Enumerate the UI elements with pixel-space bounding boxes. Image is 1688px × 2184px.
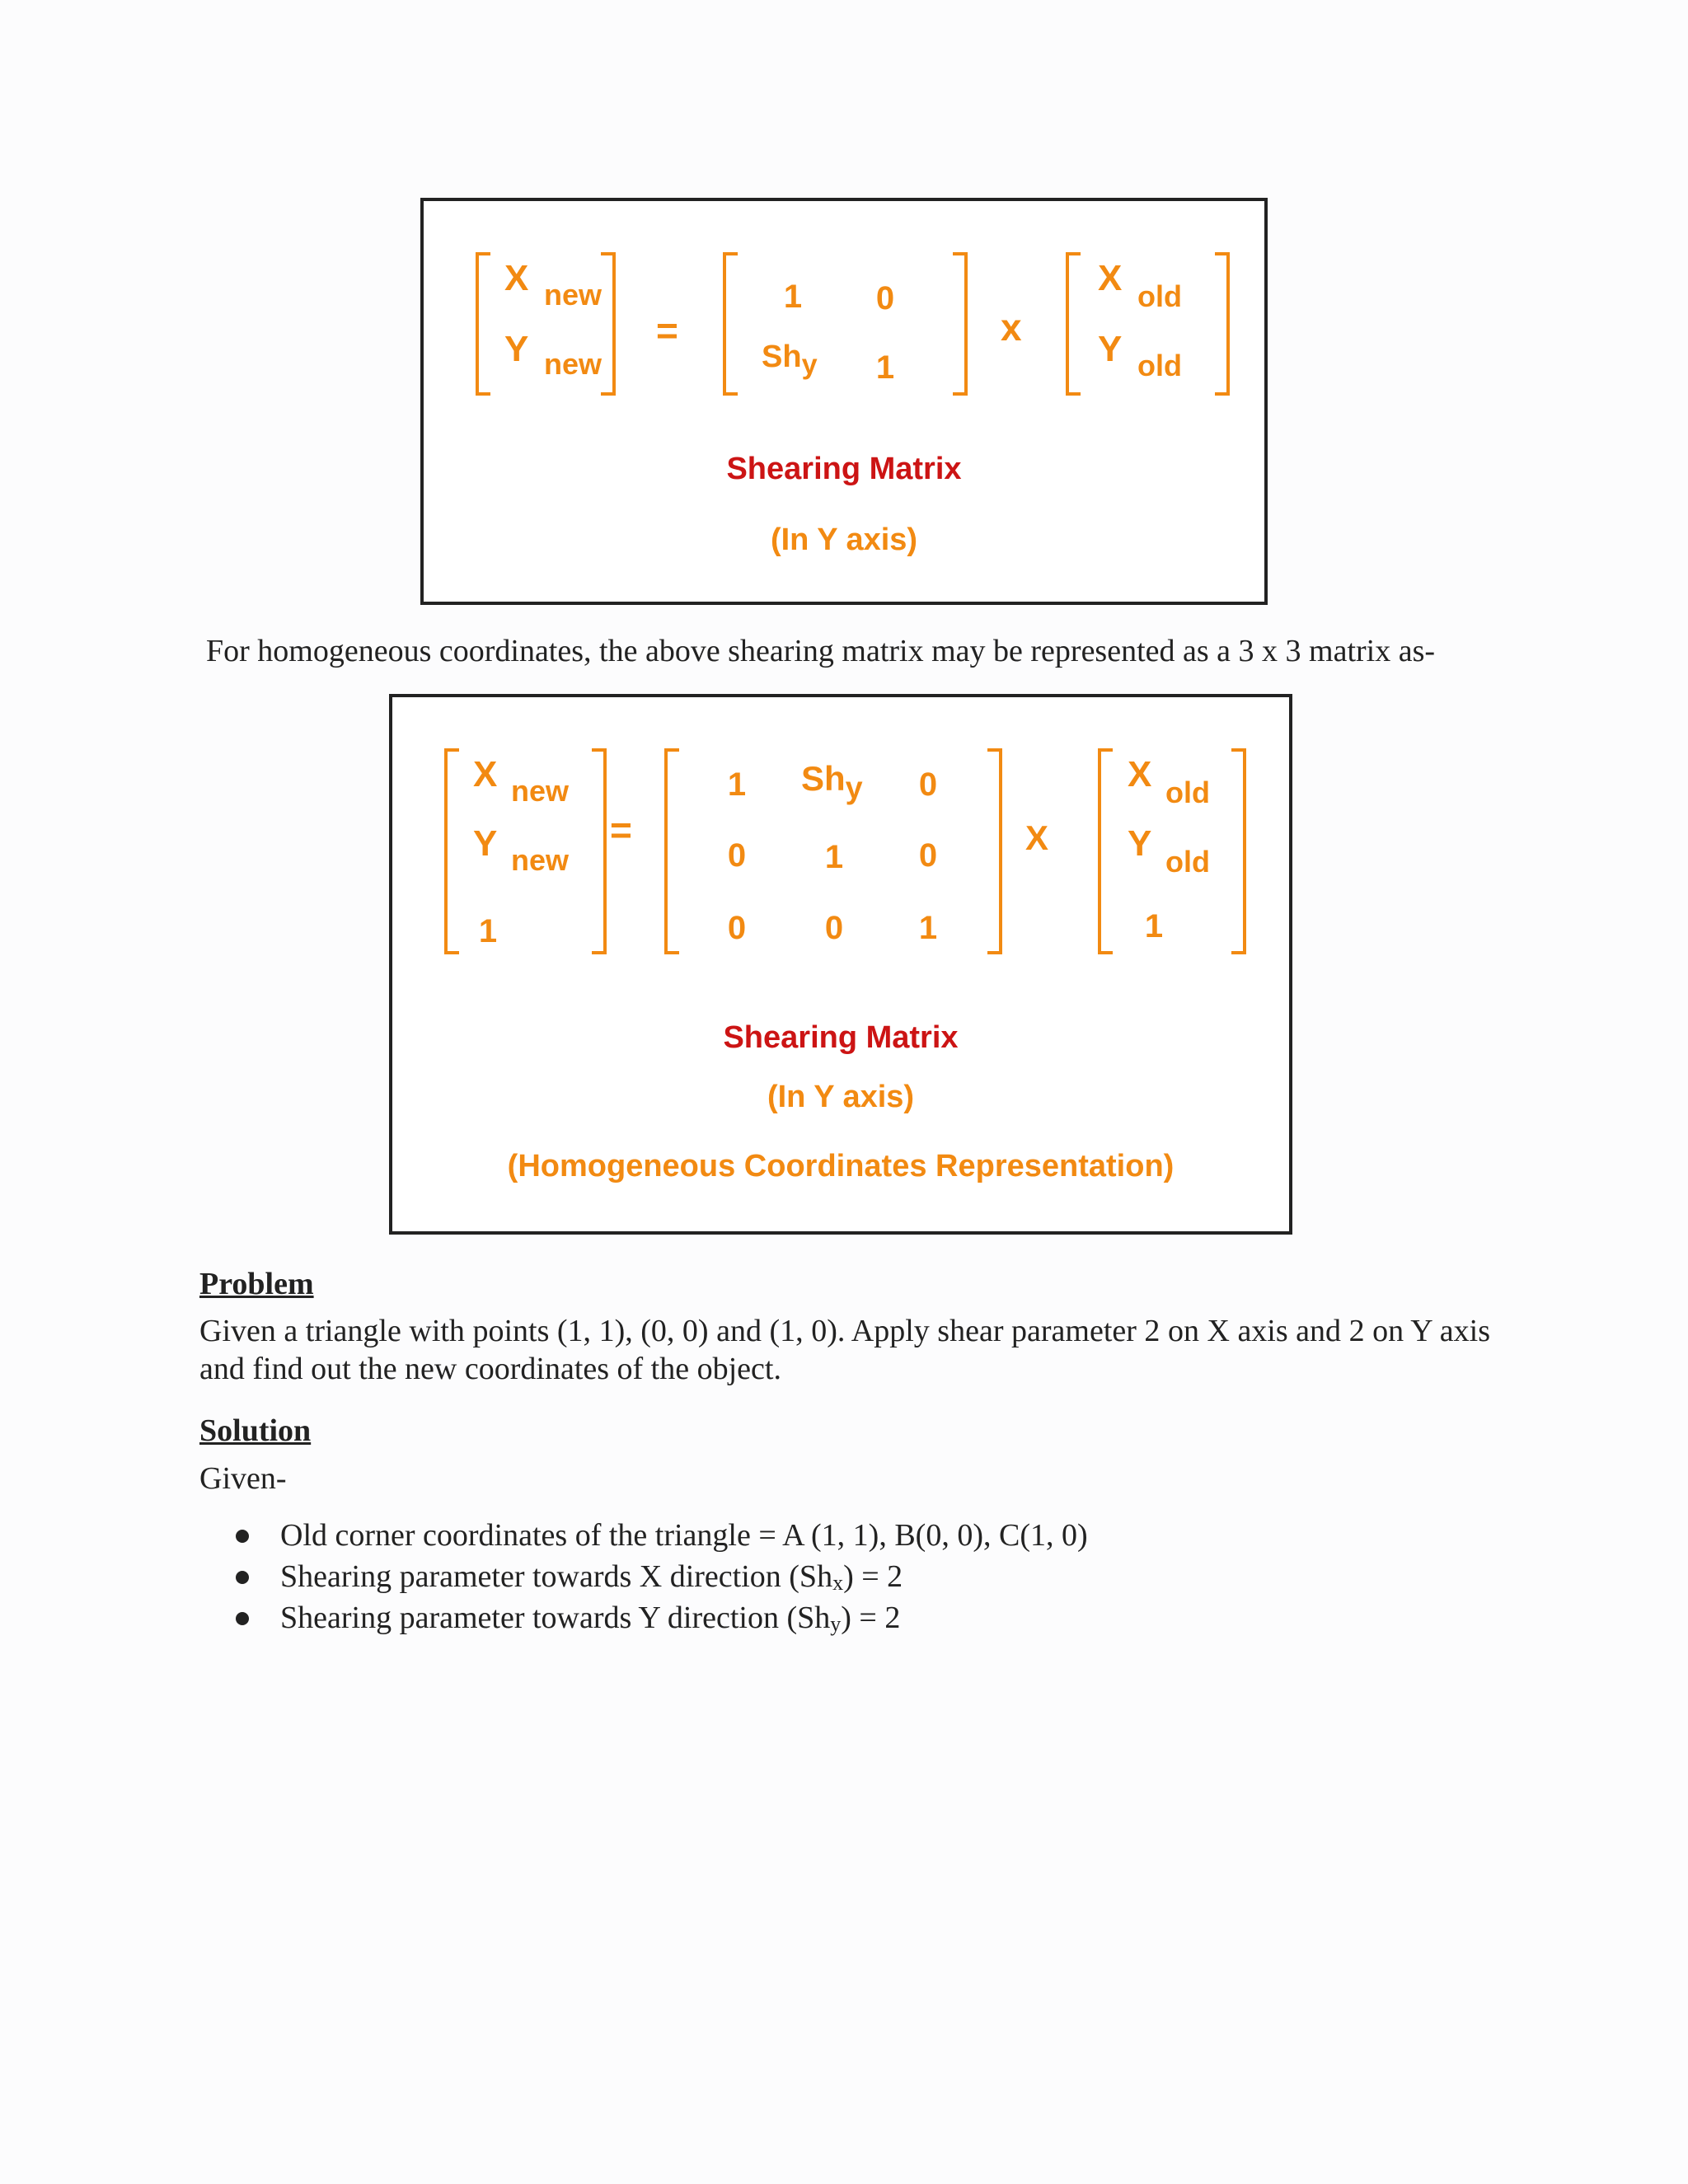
given-list bbox=[198, 1515, 1088, 1638]
shear-x-value: ) = 2 bbox=[843, 1559, 903, 1594]
bracket-right bbox=[953, 252, 968, 396]
homogeneous-one: 1 bbox=[478, 913, 498, 949]
bracket-left bbox=[723, 252, 738, 396]
shear-symbol: Sh bbox=[801, 759, 846, 798]
x-new-subscript: new bbox=[544, 278, 603, 312]
y-old-subscript: old bbox=[1137, 349, 1182, 382]
shear-y-parameter bbox=[762, 341, 818, 379]
bracket-left bbox=[444, 748, 459, 954]
figure-caption-representation: (Homogeneous Coordinates Representation) bbox=[507, 1149, 1175, 1183]
y-new-symbol: Y bbox=[473, 823, 498, 864]
x-old-subscript: old bbox=[1165, 776, 1210, 809]
figure-caption-axis: (In Y axis) bbox=[770, 523, 918, 557]
given-label: Given- bbox=[199, 1461, 287, 1496]
shearing-matrix-figure-2x2 bbox=[420, 198, 1268, 605]
problem-paragraph: Given a triangle with points (1, 1), (0, 0) and (1, 0). Apply shear parameter 2 on X axis and 2 on Y axis and find out the new coordinates of the object. bbox=[199, 1314, 1490, 1387]
shear-y-text: Shearing parameter towards Y direction (Sh bbox=[280, 1601, 831, 1635]
y-old-subscript: old bbox=[1165, 845, 1210, 879]
matrix-cell: 0 bbox=[727, 837, 747, 874]
matrix-cell: 1 bbox=[727, 766, 747, 803]
matrix-cell: 0 bbox=[875, 280, 895, 316]
bullet-icon bbox=[236, 1612, 249, 1625]
bracket-right bbox=[987, 748, 1002, 954]
x-new-symbol: X bbox=[504, 258, 529, 298]
figure-caption-title: Shearing Matrix bbox=[726, 452, 962, 486]
x-old-symbol: X bbox=[1098, 258, 1123, 298]
solution-heading: Solution bbox=[199, 1413, 312, 1448]
bracket-right bbox=[592, 748, 607, 954]
matrix-cell: 0 bbox=[824, 910, 844, 946]
homogeneous-one: 1 bbox=[1144, 908, 1164, 944]
matrix-cell: 1 bbox=[875, 349, 895, 386]
list-item bbox=[198, 1556, 1088, 1597]
shearing-matrix-figure-3x3 bbox=[389, 694, 1292, 1235]
multiply-sign: X bbox=[1025, 818, 1049, 857]
matrix-cell: 0 bbox=[918, 837, 938, 874]
figure-caption-title: Shearing Matrix bbox=[723, 1020, 959, 1055]
list-item bbox=[198, 1515, 1088, 1556]
y-new-subscript: new bbox=[544, 347, 603, 381]
x-new-subscript: new bbox=[511, 774, 570, 808]
shear-subscript: y bbox=[845, 771, 863, 806]
shear-y-parameter bbox=[801, 759, 863, 806]
intro-paragraph: For homogeneous coordinates, the above shearing matrix may be represented as a 3 x 3 matrix as- bbox=[206, 634, 1436, 668]
bracket-left bbox=[664, 748, 679, 954]
list-item bbox=[198, 1597, 1088, 1638]
bracket-right bbox=[1231, 748, 1246, 954]
shear-x-subscript: x bbox=[832, 1571, 844, 1595]
shear-x-text: Shearing parameter towards X direction (Sh bbox=[280, 1559, 833, 1594]
matrix-cell: 0 bbox=[727, 910, 747, 946]
matrix-cell: 1 bbox=[824, 839, 844, 875]
figure-caption-axis: (In Y axis) bbox=[767, 1080, 915, 1114]
matrix-cell: 1 bbox=[783, 279, 803, 315]
shear-y-subscript: y bbox=[830, 1612, 842, 1636]
shear-y-value: ) = 2 bbox=[841, 1601, 901, 1635]
bullet-icon bbox=[236, 1571, 249, 1584]
equals-sign: = bbox=[610, 808, 632, 851]
matrix-cell: 0 bbox=[918, 766, 938, 803]
bracket-right bbox=[1215, 252, 1230, 396]
y-old-symbol: Y bbox=[1128, 823, 1152, 864]
equals-sign: = bbox=[656, 309, 678, 352]
bracket-left bbox=[476, 252, 490, 396]
shear-symbol: Sh bbox=[762, 340, 802, 374]
problem-heading: Problem bbox=[199, 1267, 314, 1301]
multiply-sign: x bbox=[1001, 306, 1022, 349]
x-old-symbol: X bbox=[1128, 754, 1152, 794]
y-new-subscript: new bbox=[511, 843, 570, 877]
bullet-icon bbox=[236, 1530, 249, 1543]
y-new-symbol: Y bbox=[504, 329, 529, 369]
bracket-right bbox=[601, 252, 616, 396]
bracket-left bbox=[1066, 252, 1081, 396]
x-new-symbol: X bbox=[473, 754, 498, 794]
given-old-coordinates: Old corner coordinates of the triangle = A (1, 1), B(0, 0), C(1, 0) bbox=[280, 1518, 1088, 1553]
shear-subscript: y bbox=[801, 349, 818, 381]
matrix-cell: 1 bbox=[918, 910, 938, 946]
x-old-subscript: old bbox=[1137, 279, 1182, 313]
bracket-left bbox=[1098, 748, 1113, 954]
y-old-symbol: Y bbox=[1098, 329, 1123, 369]
